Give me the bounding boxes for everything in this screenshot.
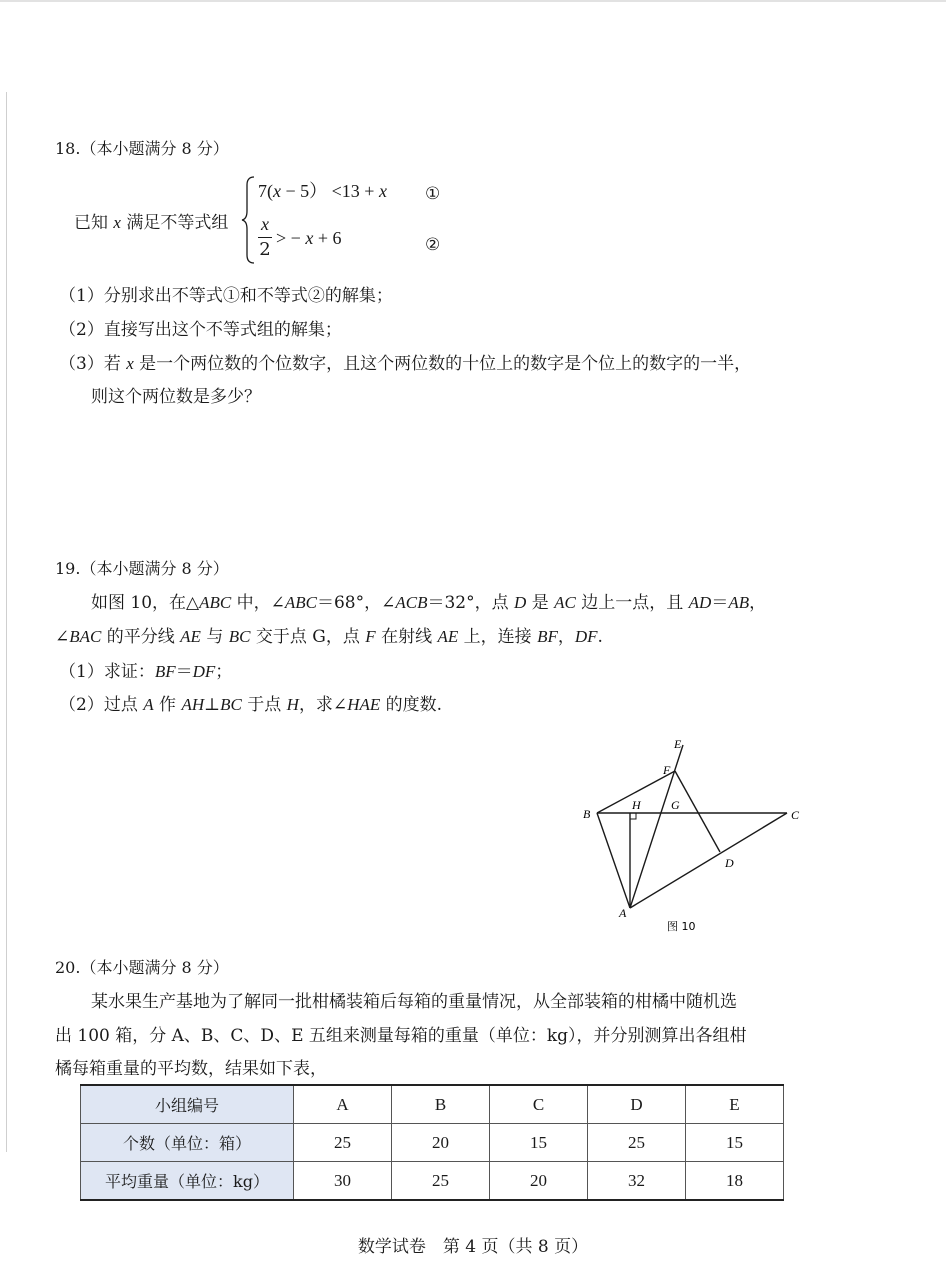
- q19-p2-f: BC: [220, 695, 242, 714]
- q18-part3: [59, 352, 751, 376]
- q18-part3-pre: （3）若: [59, 354, 127, 374]
- q18-ineq1-var: x: [273, 181, 281, 201]
- ray-ae: [630, 745, 683, 908]
- q19-p2-i: ，求∠: [298, 695, 348, 715]
- q18-intro-var: x: [113, 213, 121, 232]
- q19-l2-h: F: [365, 627, 376, 646]
- q19-l2-c: 的平分线: [101, 627, 181, 647]
- q19-l1-f: ACB: [395, 593, 428, 612]
- top-edge: [0, 0, 946, 2]
- q19-l1-d: ABC: [284, 593, 317, 612]
- q19-l2-n: DF: [574, 627, 598, 646]
- q19-heading: 19.（本小题满分 8 分）: [55, 559, 229, 578]
- q18-intro-post: 满足不等式组: [120, 213, 229, 233]
- label-f: F: [663, 763, 671, 777]
- q18-ineq1-var2: x: [378, 181, 387, 201]
- q19-l2-e: 与: [200, 627, 229, 647]
- q20-line2: 出 100 箱，分 A、B、C、D、E 五组来测量每箱的重量（单位：kg），并分别测算出各组柑: [55, 1026, 747, 1046]
- q18-part3-var: x: [126, 354, 134, 373]
- q19-l1-i: 是: [526, 593, 555, 613]
- q19-l1-o: ，: [749, 593, 767, 613]
- table-row-average-weight: [81, 1162, 784, 1201]
- segment-ab: [597, 813, 630, 908]
- q19-part2: [59, 693, 442, 717]
- q18-inequality-1: [258, 179, 387, 203]
- q19-p2-c: 作: [153, 695, 182, 715]
- table-cell: 20: [490, 1162, 588, 1201]
- q19-l2-l: BF: [537, 627, 558, 646]
- table-cell: 15: [686, 1124, 784, 1162]
- table-cell: 25: [392, 1162, 490, 1201]
- q19-l1-l: AD: [688, 593, 712, 612]
- q19-l1-a: 如图 10，在△: [91, 593, 200, 613]
- q18-mark-1: ①: [425, 184, 441, 204]
- page-footer: 数学试卷 第 4 页（共 8 页）: [357, 1237, 589, 1257]
- q19-p1-d: DF: [192, 662, 216, 681]
- q19-p1-e: ；: [215, 662, 233, 682]
- q18-part3-post: 是一个两位数的个位数字，且这个两位数的十位上的数字是个位上的数字的一半，: [133, 354, 752, 374]
- q18-mark-2: ②: [425, 235, 441, 255]
- q18-ineq1-mid: − 5） <13 +: [281, 181, 379, 201]
- q19-p2-a: （2）过点: [59, 695, 144, 715]
- q19-l1-n: AB: [728, 593, 750, 612]
- label-a: A: [619, 906, 627, 920]
- table-row-count: [81, 1124, 784, 1162]
- q19-l2-m: ，: [557, 627, 575, 647]
- q18-intro: [74, 211, 228, 235]
- q18-ineq1-pre: 7(: [258, 181, 273, 201]
- q19-l2-d: AE: [180, 627, 201, 646]
- q18-system-brace: [241, 175, 257, 265]
- q18-ineq2-var: x: [305, 228, 314, 248]
- table-cell: 25: [588, 1124, 686, 1162]
- q19-p1-a: （1）求证：: [59, 662, 155, 682]
- q19-l2-f: BC: [228, 627, 251, 646]
- q18-ineq2-tail: + 6: [313, 228, 342, 248]
- table-cell: 32: [588, 1162, 686, 1201]
- q19-part1: [59, 660, 232, 684]
- q19-l1-e: ＝68°，∠: [316, 593, 396, 613]
- q18-fraction: [258, 213, 272, 261]
- label-e: E: [674, 737, 682, 751]
- row-header: 小组编号: [81, 1085, 294, 1124]
- segment-ac: [630, 813, 787, 908]
- table-cell: E: [686, 1085, 784, 1124]
- q19-p2-g: 于点: [241, 695, 287, 715]
- q19-p2-b: A: [143, 695, 154, 714]
- q18-inequality-2: [276, 226, 341, 250]
- q19-l1-k: 边上一点，且: [575, 593, 689, 613]
- table-cell: 25: [294, 1124, 392, 1162]
- figure-caption: 图 10: [667, 920, 696, 933]
- q20-heading: 20.（本小题满分 8 分）: [55, 958, 229, 977]
- binding-margin-line: [6, 92, 7, 1152]
- q19-l1-h: D: [514, 593, 527, 612]
- q19-l1-m: ＝: [711, 593, 729, 613]
- q19-l1-c: 中，∠: [231, 593, 285, 613]
- label-b: B: [583, 807, 591, 821]
- q19-l2-a: ∠: [55, 627, 70, 647]
- q19-l2-g: 交于点 G，点: [250, 627, 366, 647]
- q19-p2-h: H: [286, 695, 299, 714]
- label-c: C: [791, 808, 800, 822]
- q19-p1-b: BF: [154, 662, 176, 681]
- q19-l2-k: 上，连接: [458, 627, 538, 647]
- segment-df: [675, 771, 720, 852]
- table-cell: D: [588, 1085, 686, 1124]
- table-row-group-id: [81, 1085, 784, 1124]
- q18-ineq2-rest: > −: [276, 228, 306, 248]
- q18-frac-numerator: x: [261, 214, 269, 234]
- q19-p2-d: AH: [181, 695, 205, 714]
- table-cell: 30: [294, 1162, 392, 1201]
- q19-p2-e: ⊥: [204, 695, 221, 715]
- table-cell: 15: [490, 1124, 588, 1162]
- q19-statement-line1: [91, 591, 766, 615]
- table-cell: 18: [686, 1162, 784, 1201]
- q18-part1: （1）分别求出不等式①和不等式②的解集；: [59, 286, 393, 306]
- table-cell: A: [294, 1085, 392, 1124]
- q18-part2: （2）直接写出这个不等式组的解集；: [59, 320, 342, 340]
- q20-line3: 橘每箱重量的平均数，结果如下表，: [55, 1059, 327, 1079]
- q18-intro-pre: 已知: [74, 213, 114, 233]
- right-angle-mark: [630, 813, 636, 819]
- q18-part3-continued: 则这个两位数是多少？: [91, 387, 261, 407]
- label-g: G: [671, 798, 680, 812]
- row-header: 个数（单位：箱）: [81, 1124, 294, 1162]
- q19-statement-line2: [55, 625, 603, 649]
- q18-fraction-bar: [258, 237, 272, 238]
- q19-p1-c: ＝: [175, 662, 193, 682]
- row-header: 平均重量（单位：kg）: [81, 1162, 294, 1201]
- q18-frac-denominator: 2: [259, 239, 271, 260]
- table-cell: 20: [392, 1124, 490, 1162]
- q19-l2-b: BAC: [69, 627, 102, 646]
- table-cell: B: [392, 1085, 490, 1124]
- q19-l2-j: AE: [437, 627, 459, 646]
- table-cell: C: [490, 1085, 588, 1124]
- figure-10: [575, 733, 815, 938]
- q19-l1-b: ABC: [199, 593, 232, 612]
- q19-l1-g: ＝32°，点: [427, 593, 515, 613]
- label-d: D: [725, 856, 734, 870]
- q19-l2-i: 在射线: [375, 627, 438, 647]
- q19-p2-j: HAE: [347, 695, 381, 714]
- q19-p2-k: 的度数.: [380, 695, 443, 715]
- q18-heading: 18.（本小题满分 8 分）: [55, 139, 229, 158]
- q19-l2-o: .: [597, 627, 603, 647]
- label-h: H: [632, 798, 641, 812]
- q20-data-table: [80, 1084, 784, 1201]
- q19-l1-j: AC: [554, 593, 576, 612]
- q20-line1: 某水果生产基地为了解同一批柑橘装箱后每箱的重量情况，从全部装箱的柑橘中随机选: [91, 992, 737, 1012]
